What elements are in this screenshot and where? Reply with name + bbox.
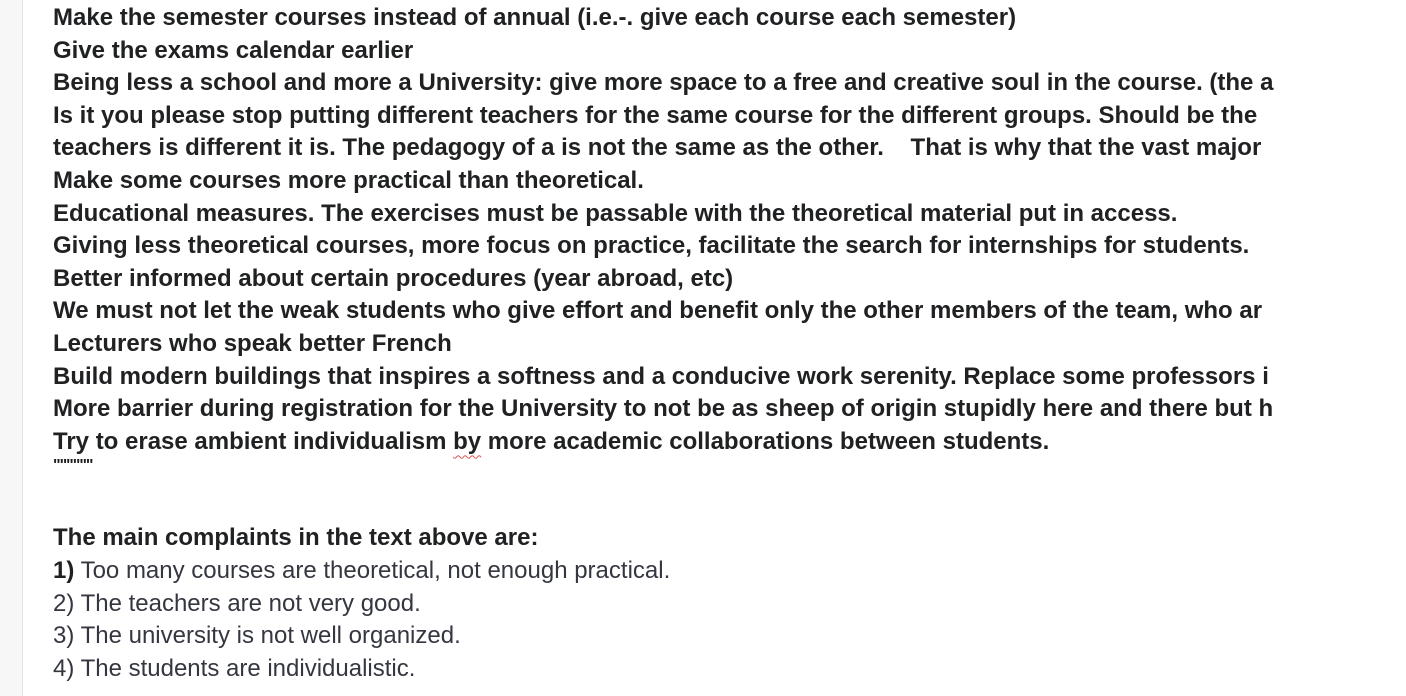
prompt-line: More barrier during registration for the University to not be as sheep of origin stupidly here and there but h bbox=[53, 395, 1274, 423]
prompt-line-last bbox=[53, 426, 1406, 459]
prompt-line: Is it you please stop putting different teachers for the same course for the different groups. Should be the bbox=[53, 101, 1258, 129]
triple-quote-delimiter: """""" bbox=[53, 457, 93, 475]
completion-line: 3) The university is not well organized. bbox=[53, 622, 461, 650]
completion-line: 4) The students are individualistic. bbox=[53, 654, 416, 682]
prompt-line: Being less a school and more a University: give more space to a free and creative soul in the course. (the a bbox=[53, 69, 1274, 97]
completion-number: 1) bbox=[53, 556, 75, 584]
prompt-line: teachers is different it is. The pedagogy of a is not the same as the other. That is why that the vast major bbox=[53, 134, 1262, 162]
spellcheck-underlined-word: by bbox=[453, 427, 482, 455]
prompt-line: Give the exams calendar earlier bbox=[53, 36, 414, 64]
playground-editor[interactable] bbox=[22, 0, 1406, 696]
prompt-line: Make some courses more practical than theoretical. bbox=[53, 166, 644, 194]
prompt-text-segment: more academic collaborations between students. bbox=[481, 427, 1050, 455]
completion-line bbox=[53, 555, 1406, 588]
prompt-line: Make the semester courses instead of annual (i.e.-. give each course each semester) bbox=[53, 4, 1017, 31]
completion-line: 2) The teachers are not very good. bbox=[53, 589, 421, 617]
prompt-line: Lecturers who speak better French bbox=[53, 329, 452, 357]
prompt-question: The main complaints in the text above are: bbox=[53, 524, 539, 552]
prompt-line: Build modern buildings that inspires a softness and a conducive work serenity. Replace some professors i bbox=[53, 362, 1269, 390]
prompt-text-area[interactable] bbox=[53, 2, 1406, 685]
blank-line bbox=[53, 490, 1406, 522]
prompt-line: Giving less theoretical courses, more focus on practice, facilitate the search for internships for students. bbox=[53, 232, 1250, 260]
prompt-line: Educational measures. The exercises must be passable with the theoretical material put in access. bbox=[53, 199, 1178, 227]
prompt-line: We must not let the weak students who give effort and benefit only the other members of the team, who ar bbox=[53, 297, 1263, 325]
completion-text: Too many courses are theoretical, not enough practical. bbox=[74, 556, 671, 584]
prompt-line: Better informed about certain procedures (year abroad, etc) bbox=[53, 264, 734, 292]
prompt-text-segment: Try to erase ambient individualism bbox=[53, 427, 454, 455]
